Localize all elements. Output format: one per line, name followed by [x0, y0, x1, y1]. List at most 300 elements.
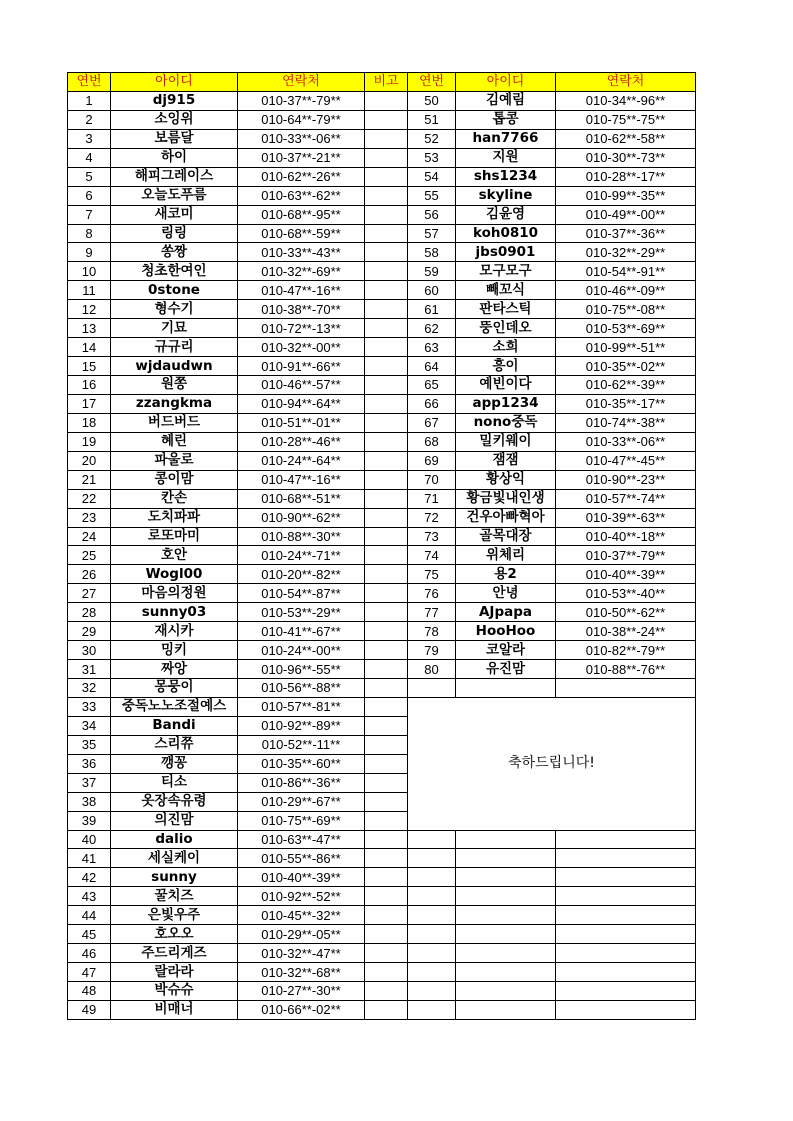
- row-number: 69: [408, 451, 456, 470]
- note-cell: [365, 357, 408, 376]
- note-cell: [365, 773, 408, 792]
- phone-number: 010-57**-81**: [238, 697, 365, 716]
- phone-number: 010-62**-58**: [556, 129, 696, 148]
- empty-cell: [456, 679, 556, 698]
- phone-number: 010-57**-74**: [556, 489, 696, 508]
- note-cell: [365, 148, 408, 167]
- table-row: [68, 110, 696, 129]
- phone-number: 010-64**-79**: [238, 110, 365, 129]
- user-id: 랄라라: [111, 963, 238, 982]
- note-cell: [365, 830, 408, 849]
- row-number: 41: [68, 849, 111, 868]
- user-id: 박슈슈: [111, 982, 238, 1001]
- phone-number: 010-94**-64**: [238, 394, 365, 413]
- user-id: 예빈이다: [456, 376, 556, 395]
- table-row: [68, 281, 696, 300]
- phone-number: 010-24**-71**: [238, 546, 365, 565]
- table-row: [68, 622, 696, 641]
- phone-number: 010-20**-82**: [238, 565, 365, 584]
- row-number: 72: [408, 508, 456, 527]
- user-id: 혜린: [111, 432, 238, 451]
- empty-cell: [456, 906, 556, 925]
- table-row: [68, 91, 696, 110]
- empty-cell: [456, 830, 556, 849]
- phone-number: 010-66**-02**: [238, 1000, 365, 1019]
- row-number: 78: [408, 622, 456, 641]
- empty-cell: [456, 849, 556, 868]
- row-number: 35: [68, 735, 111, 754]
- note-cell: [365, 281, 408, 300]
- user-id: 용2: [456, 565, 556, 584]
- phone-number: 010-54**-91**: [556, 262, 696, 281]
- table-row: [68, 413, 696, 432]
- user-id: 의진맘: [111, 811, 238, 830]
- empty-cell: [408, 849, 456, 868]
- user-id: 버드버드: [111, 413, 238, 432]
- phone-number: 010-75**-69**: [238, 811, 365, 830]
- phone-number: 010-29**-67**: [238, 792, 365, 811]
- table-row: [68, 205, 696, 224]
- note-cell: [365, 735, 408, 754]
- row-number: 65: [408, 376, 456, 395]
- note-cell: [365, 925, 408, 944]
- user-id: 황상익: [456, 470, 556, 489]
- note-cell: [365, 508, 408, 527]
- user-id: 칸손: [111, 489, 238, 508]
- row-number: 70: [408, 470, 456, 489]
- phone-number: 010-32**-68**: [238, 963, 365, 982]
- user-id: 김윤영: [456, 205, 556, 224]
- row-number: 68: [408, 432, 456, 451]
- header-row: [68, 73, 696, 92]
- phone-number: 010-53**-29**: [238, 603, 365, 622]
- winner-table: [67, 72, 696, 1020]
- phone-number: 010-53**-69**: [556, 319, 696, 338]
- header-id: 아이디: [111, 73, 238, 92]
- phone-number: 010-90**-62**: [238, 508, 365, 527]
- table-row: [68, 148, 696, 167]
- note-cell: [365, 584, 408, 603]
- table-row: [68, 319, 696, 338]
- row-number: 77: [408, 603, 456, 622]
- note-cell: [365, 167, 408, 186]
- table-row: [68, 641, 696, 660]
- phone-number: 010-32**-69**: [238, 262, 365, 281]
- user-id: 김예림: [456, 91, 556, 110]
- user-id: 톱콩: [456, 110, 556, 129]
- user-id: 링링: [111, 224, 238, 243]
- row-number: 52: [408, 129, 456, 148]
- row-number: 17: [68, 394, 111, 413]
- table-row: [68, 243, 696, 262]
- row-number: 8: [68, 224, 111, 243]
- phone-number: 010-68**-51**: [238, 489, 365, 508]
- row-number: 39: [68, 811, 111, 830]
- phone-number: 010-62**-26**: [238, 167, 365, 186]
- user-id: han7766: [456, 129, 556, 148]
- user-id: Wogl00: [111, 565, 238, 584]
- phone-number: 010-91**-66**: [238, 357, 365, 376]
- phone-number: 010-88**-30**: [238, 527, 365, 546]
- user-id: 스리쮸: [111, 735, 238, 754]
- row-number: 36: [68, 754, 111, 773]
- phone-number: 010-40**-39**: [238, 868, 365, 887]
- user-id: 규규리: [111, 338, 238, 357]
- row-number: 61: [408, 300, 456, 319]
- user-id: HooHoo: [456, 622, 556, 641]
- empty-cell: [556, 906, 696, 925]
- table-row: [68, 944, 696, 963]
- user-id: 소희: [456, 338, 556, 357]
- user-id: 은빛우주: [111, 906, 238, 925]
- table-row: [68, 300, 696, 319]
- phone-number: 010-52**-11**: [238, 735, 365, 754]
- user-id: 주드리게즈: [111, 944, 238, 963]
- note-cell: [365, 470, 408, 489]
- user-id: app1234: [456, 394, 556, 413]
- note-cell: [365, 716, 408, 735]
- empty-cell: [408, 963, 456, 982]
- user-id: 안녕: [456, 584, 556, 603]
- row-number: 38: [68, 792, 111, 811]
- phone-number: 010-46**-09**: [556, 281, 696, 300]
- phone-number: 010-33**-06**: [238, 129, 365, 148]
- note-cell: [365, 1000, 408, 1019]
- table-row: [68, 868, 696, 887]
- row-number: 32: [68, 679, 111, 698]
- phone-number: 010-33**-43**: [238, 243, 365, 262]
- phone-number: 010-53**-40**: [556, 584, 696, 603]
- row-number: 16: [68, 376, 111, 395]
- table-row: [68, 262, 696, 281]
- user-id: 로또마미: [111, 527, 238, 546]
- user-id: 흥이: [456, 357, 556, 376]
- user-id: 티소: [111, 773, 238, 792]
- row-number: 74: [408, 546, 456, 565]
- table-row: [68, 849, 696, 868]
- note-cell: [365, 906, 408, 925]
- empty-cell: [456, 868, 556, 887]
- header-contact: 연락처: [238, 73, 365, 92]
- user-id: dj915: [111, 91, 238, 110]
- row-number: 55: [408, 186, 456, 205]
- row-number: 44: [68, 906, 111, 925]
- note-cell: [365, 868, 408, 887]
- phone-number: 010-47**-16**: [238, 281, 365, 300]
- row-number: 51: [408, 110, 456, 129]
- phone-number: 010-90**-23**: [556, 470, 696, 489]
- phone-number: 010-92**-52**: [238, 887, 365, 906]
- phone-number: 010-99**-35**: [556, 186, 696, 205]
- phone-number: 010-38**-24**: [556, 622, 696, 641]
- row-number: 37: [68, 773, 111, 792]
- row-number: 11: [68, 281, 111, 300]
- phone-number: 010-68**-59**: [238, 224, 365, 243]
- row-number: 58: [408, 243, 456, 262]
- row-number: 50: [408, 91, 456, 110]
- row-number: 15: [68, 357, 111, 376]
- table-row: [68, 394, 696, 413]
- note-cell: [365, 110, 408, 129]
- table-row: [68, 357, 696, 376]
- phone-number: 010-34**-96**: [556, 91, 696, 110]
- empty-cell: [408, 925, 456, 944]
- row-number: 59: [408, 262, 456, 281]
- row-number: 1: [68, 91, 111, 110]
- note-cell: [365, 641, 408, 660]
- note-cell: [365, 319, 408, 338]
- phone-number: 010-63**-47**: [238, 830, 365, 849]
- row-number: 33: [68, 697, 111, 716]
- table-row: [68, 906, 696, 925]
- empty-cell: [408, 830, 456, 849]
- phone-number: 010-33**-06**: [556, 432, 696, 451]
- phone-number: 010-72**-13**: [238, 319, 365, 338]
- note-cell: [365, 262, 408, 281]
- phone-number: 010-40**-18**: [556, 527, 696, 546]
- note-cell: [365, 944, 408, 963]
- note-cell: [365, 300, 408, 319]
- phone-number: 010-56**-88**: [238, 679, 365, 698]
- row-number: 56: [408, 205, 456, 224]
- note-cell: [365, 849, 408, 868]
- phone-number: 010-74**-38**: [556, 413, 696, 432]
- row-number: 75: [408, 565, 456, 584]
- user-id: 보름달: [111, 129, 238, 148]
- phone-number: 010-37**-36**: [556, 224, 696, 243]
- row-number: 60: [408, 281, 456, 300]
- note-cell: [365, 432, 408, 451]
- table-row: [68, 660, 696, 679]
- row-number: 25: [68, 546, 111, 565]
- user-id: 골목대장: [456, 527, 556, 546]
- phone-number: 010-32**-29**: [556, 243, 696, 262]
- phone-number: 010-38**-70**: [238, 300, 365, 319]
- note-cell: [365, 413, 408, 432]
- empty-cell: [556, 887, 696, 906]
- user-id: 호안: [111, 546, 238, 565]
- note-cell: [365, 697, 408, 716]
- user-id: wjdaudwn: [111, 357, 238, 376]
- row-number: 14: [68, 338, 111, 357]
- phone-number: 010-35**-02**: [556, 357, 696, 376]
- user-id: 빼꼬식: [456, 281, 556, 300]
- phone-number: 010-32**-00**: [238, 338, 365, 357]
- empty-cell: [556, 925, 696, 944]
- phone-number: 010-37**-79**: [556, 546, 696, 565]
- row-number: 64: [408, 357, 456, 376]
- user-id: sunny: [111, 868, 238, 887]
- row-number: 71: [408, 489, 456, 508]
- table-row: [68, 186, 696, 205]
- phone-number: 010-28**-46**: [238, 432, 365, 451]
- user-id: 파울로: [111, 451, 238, 470]
- row-number: 5: [68, 167, 111, 186]
- user-id: 세실케이: [111, 849, 238, 868]
- row-number: 57: [408, 224, 456, 243]
- user-id: 하이: [111, 148, 238, 167]
- table-row: [68, 830, 696, 849]
- note-cell: [365, 91, 408, 110]
- empty-cell: [556, 868, 696, 887]
- row-number: 4: [68, 148, 111, 167]
- empty-cell: [456, 963, 556, 982]
- row-number: 13: [68, 319, 111, 338]
- empty-cell: [456, 887, 556, 906]
- table-row: [68, 603, 696, 622]
- user-id: 위체리: [456, 546, 556, 565]
- note-cell: [365, 963, 408, 982]
- table-row: [68, 697, 696, 716]
- row-number: 23: [68, 508, 111, 527]
- header-note: 비고: [365, 73, 408, 92]
- table-row: [68, 565, 696, 584]
- note-cell: [365, 811, 408, 830]
- user-id: 모구모구: [456, 262, 556, 281]
- empty-cell: [456, 1000, 556, 1019]
- phone-number: 010-55**-86**: [238, 849, 365, 868]
- user-id: 마음의정원: [111, 584, 238, 603]
- note-cell: [365, 376, 408, 395]
- user-id: 0stone: [111, 281, 238, 300]
- table-row: [68, 167, 696, 186]
- user-id: 지원: [456, 148, 556, 167]
- user-id: 꿀치즈: [111, 887, 238, 906]
- row-number: 18: [68, 413, 111, 432]
- row-number: 29: [68, 622, 111, 641]
- phone-number: 010-50**-62**: [556, 603, 696, 622]
- note-cell: [365, 394, 408, 413]
- table-row: [68, 982, 696, 1001]
- user-id: Bandi: [111, 716, 238, 735]
- row-number: 80: [408, 660, 456, 679]
- phone-number: 010-35**-17**: [556, 394, 696, 413]
- phone-number: 010-96**-55**: [238, 660, 365, 679]
- user-id: 판타스틱: [456, 300, 556, 319]
- user-id: 콩이맘: [111, 470, 238, 489]
- row-number: 62: [408, 319, 456, 338]
- phone-number: 010-51**-01**: [238, 413, 365, 432]
- table-row: [68, 925, 696, 944]
- table-row: [68, 679, 696, 698]
- empty-cell: [408, 982, 456, 1001]
- table-row: [68, 432, 696, 451]
- phone-number: 010-45**-32**: [238, 906, 365, 925]
- empty-cell: [556, 963, 696, 982]
- row-number: 66: [408, 394, 456, 413]
- row-number: 45: [68, 925, 111, 944]
- row-number: 22: [68, 489, 111, 508]
- note-cell: [365, 338, 408, 357]
- table-row: [68, 338, 696, 357]
- row-number: 28: [68, 603, 111, 622]
- row-number: 21: [68, 470, 111, 489]
- empty-cell: [556, 1000, 696, 1019]
- empty-cell: [408, 1000, 456, 1019]
- note-cell: [365, 565, 408, 584]
- row-number: 54: [408, 167, 456, 186]
- user-id: AJpapa: [456, 603, 556, 622]
- empty-cell: [408, 679, 456, 698]
- row-number: 2: [68, 110, 111, 129]
- header-no-2: 연번: [408, 73, 456, 92]
- table-row: [68, 489, 696, 508]
- user-id: 오늘도푸름: [111, 186, 238, 205]
- phone-number: 010-88**-76**: [556, 660, 696, 679]
- user-id: dalio: [111, 830, 238, 849]
- user-id: zzangkma: [111, 394, 238, 413]
- empty-cell: [556, 679, 696, 698]
- user-id: 해피그레이스: [111, 167, 238, 186]
- empty-cell: [408, 944, 456, 963]
- user-id: 새코미: [111, 205, 238, 224]
- row-number: 76: [408, 584, 456, 603]
- row-number: 43: [68, 887, 111, 906]
- note-cell: [365, 451, 408, 470]
- table-row: [68, 963, 696, 982]
- user-id: 중독노노조절예스: [111, 697, 238, 716]
- empty-cell: [556, 830, 696, 849]
- header-no: 연번: [68, 73, 111, 92]
- row-number: 12: [68, 300, 111, 319]
- user-id: 코알라: [456, 641, 556, 660]
- user-id: 밍키: [111, 641, 238, 660]
- empty-cell: [556, 849, 696, 868]
- row-number: 7: [68, 205, 111, 224]
- row-number: 9: [68, 243, 111, 262]
- row-number: 26: [68, 565, 111, 584]
- phone-number: 010-92**-89**: [238, 716, 365, 735]
- row-number: 30: [68, 641, 111, 660]
- note-cell: [365, 982, 408, 1001]
- phone-number: 010-37**-21**: [238, 148, 365, 167]
- row-number: 48: [68, 982, 111, 1001]
- table-row: [68, 470, 696, 489]
- phone-number: 010-39**-63**: [556, 508, 696, 527]
- note-cell: [365, 603, 408, 622]
- table-row: [68, 546, 696, 565]
- row-number: 67: [408, 413, 456, 432]
- note-cell: [365, 224, 408, 243]
- phone-number: 010-29**-05**: [238, 925, 365, 944]
- note-cell: [365, 243, 408, 262]
- row-number: 46: [68, 944, 111, 963]
- table-row: [68, 584, 696, 603]
- row-number: 31: [68, 660, 111, 679]
- phone-number: 010-40**-39**: [556, 565, 696, 584]
- phone-number: 010-63**-62**: [238, 186, 365, 205]
- user-id: 청초한여인: [111, 262, 238, 281]
- phone-number: 010-30**-73**: [556, 148, 696, 167]
- user-id: 밀키웨이: [456, 432, 556, 451]
- user-id: 도치파파: [111, 508, 238, 527]
- phone-number: 010-54**-87**: [238, 584, 365, 603]
- user-id: 몽뭉이: [111, 679, 238, 698]
- user-id: shs1234: [456, 167, 556, 186]
- table-row: [68, 887, 696, 906]
- row-number: 63: [408, 338, 456, 357]
- table-row: [68, 508, 696, 527]
- user-id: nono중독: [456, 413, 556, 432]
- phone-number: 010-35**-60**: [238, 754, 365, 773]
- user-id: jbs0901: [456, 243, 556, 262]
- note-cell: [365, 679, 408, 698]
- user-id: 깽꽁: [111, 754, 238, 773]
- table-row: [68, 527, 696, 546]
- user-id: skyline: [456, 186, 556, 205]
- note-cell: [365, 622, 408, 641]
- user-id: 기묘: [111, 319, 238, 338]
